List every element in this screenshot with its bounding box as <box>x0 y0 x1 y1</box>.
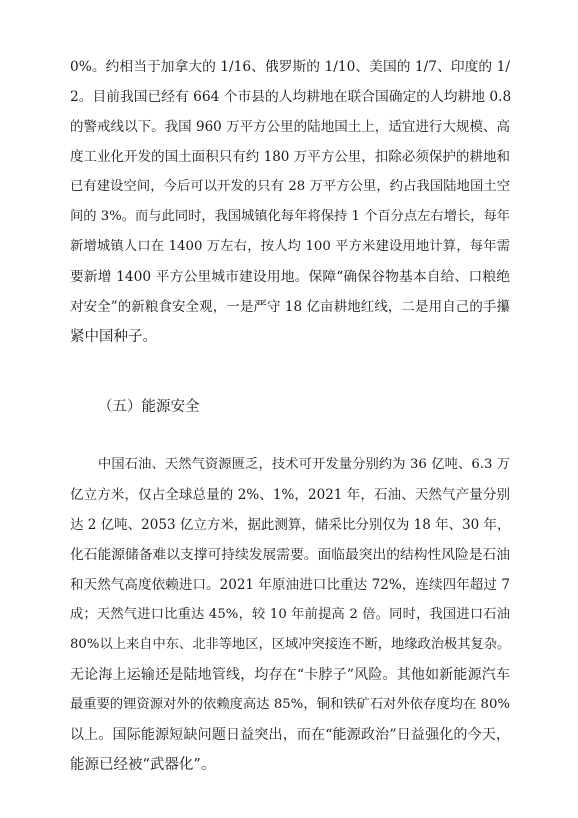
paragraph-1-line-10: 紧中国种子。 <box>70 329 157 345</box>
paragraph-1-line-3: 的警戒线以下。我国 960 万平方公里的陆地国土上，适宜进行大规模、高 <box>70 119 510 135</box>
paragraph-1-line-9: 对安全”的新粮食安全观，一是严守 18 亿亩耕地红线，二是用自己的手攥 <box>70 299 510 315</box>
paragraph-1-line-6: 间的 3%。而与此同时，我国城镇化每年将保持 1 个百分点左右增长，每年 <box>70 209 510 224</box>
paragraph-2-line-1: 中国石油、天然气资源匮乏，技术可开发量分别约为 36 亿吨、6.3 万 <box>98 457 510 472</box>
paragraph-1-line-1: 0%。约相当于加拿大的 1/16、俄罗斯的 1/10、美国的 1/7、印度的 1/ <box>70 59 510 75</box>
paragraph-1-line-5: 已有建设空间，今后可以开发的只有 28 万平方公里，约占我国陆地国土空 <box>70 179 510 194</box>
paragraph-1-line-7: 新增城镇人口在 1400 万左右，按人均 100 平方米建设用地计算，每年需 <box>70 239 510 254</box>
paragraph-2-line-8: 无论海上运输还是陆地管线，均存在“卡脖子”风险。其他如新能源汽车 <box>70 667 510 683</box>
paragraph-2-line-6: 成；天然气进口比重达 45%，较 10 年前提高 2 倍。同时，我国进口石油 <box>70 607 510 622</box>
paragraph-2-line-5: 和天然气高度依赖进口。2021 年原油进口比重达 72%，连续四年超过 7 <box>70 577 510 593</box>
paragraph-1-line-2: 2。目前我国已经有 664 个市县的人均耕地在联合国确定的人均耕地 0.8 <box>70 89 512 105</box>
paragraph-2-line-3: 达 2 亿吨、2053 亿立方米，据此测算，储采比分别仅为 18 年、30 年， <box>70 517 511 533</box>
paragraph-2-line-7: 80%以上来自中东、北非等地区，区域冲突接连不断，地缘政治极其复杂。 <box>70 637 511 652</box>
paragraph-1-line-8: 要新增 1400 平方公里城市建设用地。保障“确保谷物基本自给、口粮绝 <box>70 269 510 285</box>
paragraph-1-line-4: 度工业化开发的国土面积只有约 180 万平方公里，扣除必须保护的耕地和 <box>70 149 510 165</box>
section-heading: （五）能源安全 <box>98 399 200 415</box>
paragraph-2-line-2: 亿立方米，仅占全球总量的 2%、1%，2021 年，石油、天然气产量分别 <box>70 487 510 503</box>
paragraph-2-line-10: 以上。国际能源短缺问题日益突出，而在“能源政治”日益强化的今天， <box>70 727 510 743</box>
paragraph-2-line-9: 最重要的锂资源对外的依赖度高达 85%，铜和铁矿石对外依存度均在 80% <box>70 697 510 712</box>
paragraph-2-line-11: 能源已经被“武器化”。 <box>70 757 216 773</box>
paragraph-2-line-4: 化石能源储备难以支撑可持续发展需要。面临最突出的结构性风险是石油 <box>70 547 511 563</box>
